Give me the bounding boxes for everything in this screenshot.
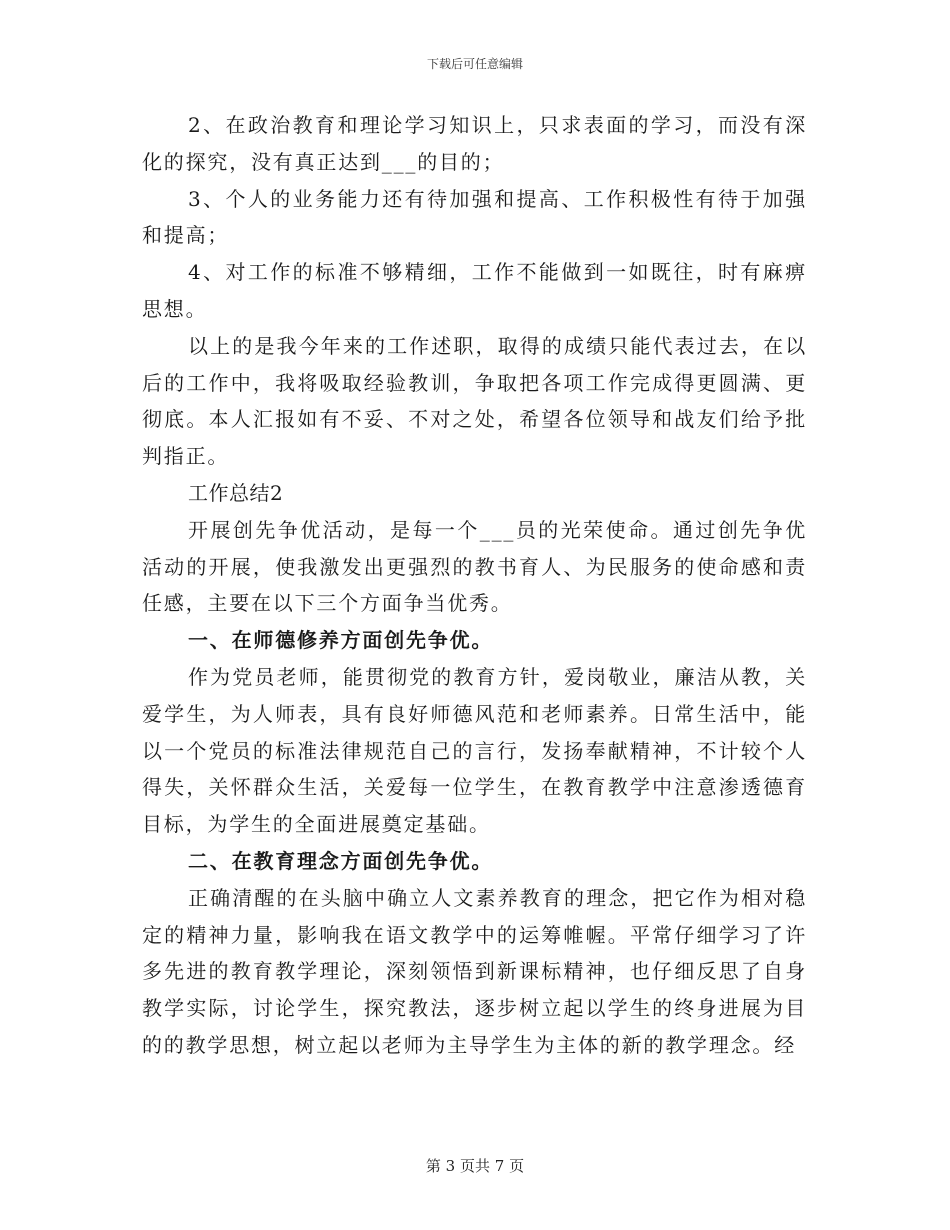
- document-body: [142, 107, 807, 1064]
- heading-one: 一、在师德修养方面创先争优。: [188, 628, 494, 653]
- closing-paragraph: 以上的是我今年来的工作述职，取得的成绩只能代表过去，在以后的工作中，我将吸取经验教训，争取把各项工作完成得更圆满、更彻底。本人汇报如有不妥、不对之处，希望各位领导和战友们给予批判指正。: [142, 333, 807, 469]
- section-title: 工作总结2: [188, 480, 284, 505]
- list-item-3: 3、个人的业务能力还有待加强和提高、工作积极性有待于加强和提高；: [142, 186, 807, 248]
- page-header: 下载后可任意编辑: [426, 57, 523, 71]
- intro-paragraph: 开展创先争优活动，是每一个___员的光荣使命。通过创先争优活动的开展，使我激发出更强烈的教书育人、为民服务的使命感和责任感，主要在以下三个方面争当优秀。: [142, 517, 807, 616]
- heading-two: 二、在教育理念方面创先争优。: [188, 848, 494, 873]
- list-item-4: 4、对工作的标准不够精细，工作不能做到一如既往，时有麻痹思想。: [142, 260, 807, 321]
- body-paragraph-ethics: 作为党员老师，能贯彻党的教育方针，爱岗敬业，廉洁从教，关爱学生，为人师表，具有良好师德风范和老师素养。日常生活中，能以一个党员的标准法律规范自己的言行，发扬奉献精神，不计较个人得失，关怀群众生活，关爱每一位学生，在教育教学中注意渗透德育目标，为学生的全面进展奠定基础。: [142, 664, 807, 837]
- page-footer: 第 3 页共 7 页: [425, 1157, 525, 1175]
- list-item-2: 2、在政治教育和理论学习知识上，只求表面的学习，而没有深化的探究，没有真正达到___的目的；: [142, 113, 807, 174]
- body-paragraph-philosophy: 正确清醒的在头脑中确立人文素养教育的理念，把它作为相对稳定的精神力量，影响我在语文教学中的运筹帷幄。平常仔细学习了许多先进的教育教学理论，深刻领悟到新课标精神，也仔细反思了自身教学实际，讨论学生，探究教法，逐步树立起以学生的终身进展为目的的教学思想，树立起以老师为主导学生为主体的新的教学理念。经: [142, 885, 807, 1057]
